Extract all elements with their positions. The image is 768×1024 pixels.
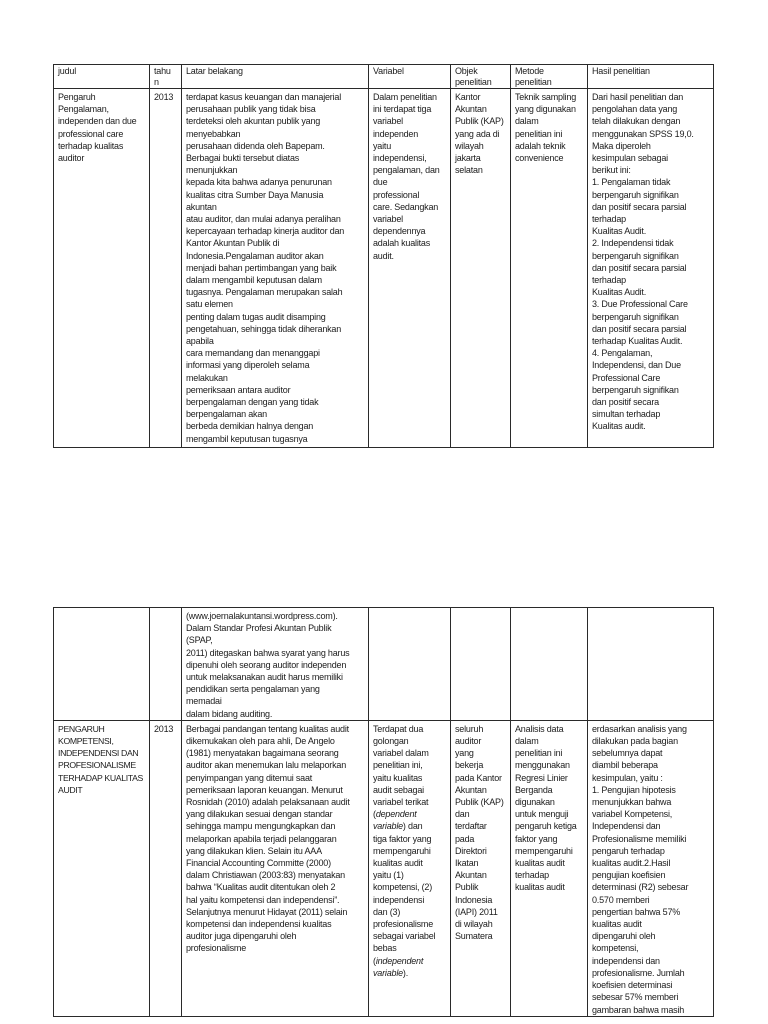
cell-judul: Pengaruh Pengalaman, independen dan due professional care terhadap kualitas auditor bbox=[54, 89, 150, 448]
cell-tahun-empty bbox=[150, 608, 182, 721]
cell-metode-penelitian: Teknik sampling yang digunakan dalam penelitian ini adalah teknik convenience bbox=[511, 89, 588, 448]
cell-judul-empty bbox=[54, 608, 150, 721]
cell-latar-belakang: (www.joernalakuntansi.wordpress.com). Dalam Standar Profesi Akuntan Publik (SPAP, 2011) ditegaskan bahwa syarat yang harus dipenuhi oleh seorang auditor independen untuk melaksanakan audit harus memiliki pendidikan serta pengalaman yang memadai dalam bidang auditing. bbox=[182, 608, 369, 721]
table-row bbox=[54, 89, 714, 448]
header-hasil-penelitian: Hasil penelitian bbox=[588, 65, 714, 89]
cell-variabel: Dalam penelitian ini terdapat tiga variabel independen yaitu independensi, pengalaman, dan due professional care. Sedangkan variabel dependennya adalah kualitas audit. bbox=[369, 89, 451, 448]
research-table-2 bbox=[53, 607, 714, 1017]
research-table-1 bbox=[53, 64, 714, 448]
cell-metode-penelitian: Analisis data dalam penelitian ini menggunakan Regresi Linier Berganda digunakan untuk menguji pengaruh ketiga faktor yang mempengaruhi kualitas audit terhadap kualitas audit bbox=[511, 720, 588, 1016]
cell-hasil-penelitian: erdasarkan analisis yang dilakukan pada bagian sebelumnya dapat diambil beberapa kesimpulan, yaitu : 1. Pengujian hipotesis menunjukkan bahwa variabel Kompetensi, Independensi dan Profesionalisme memiliki pengaruh terhadap kualitas audit.2.Hasil pengujian koefisien determinasi (R2) sebesar 0.570 memberi pengertian bahwa 57% kualitas audit dipengaruhi oleh kompetensi, independensi dan profesionalisme. Jumlah koefisien determinasi sebesar 57% memberi gambaran bahwa masih bbox=[588, 720, 714, 1016]
cell-tahun: 2013 bbox=[150, 720, 182, 1016]
cell-hasil-penelitian: Dari hasil penelitian dan pengolahan data yang telah dilakukan dengan menggunakan SPSS 19,0. Maka diperoleh kesimpulan sebagai berikut ini: 1. Pengalaman tidak berpengaruh signifikan dan positif secara parsial terhadap Kualitas Audit. 2. Independensi tidak berpengaruh signifikan dan positif secara parsial terhadap Kualitas Audit. 3. Due Professional Care berpengaruh signifikan dan positif secara parsial terhadap Kualitas Audit. 4. Pengalaman, Independensi, dan Due Professional Care berpengaruh signifikan dan positif secara simultan terhadap Kualitas audit. bbox=[588, 89, 714, 448]
cell-objek-penelitian: seluruh auditor yang bekerja pada Kantor Akuntan Publik (KAP) dan terdaftar pada Direktori Ikatan Akuntan Publik Indonesia (IAPI) 2011 di wilayah Sumatera bbox=[451, 720, 511, 1016]
cell-hasil-penelitian-empty bbox=[588, 608, 714, 721]
table-header-row bbox=[54, 65, 714, 89]
variabel-italic-term: dependent variable bbox=[373, 809, 417, 832]
cell-variabel bbox=[369, 720, 451, 1016]
variabel-text: ). bbox=[402, 967, 409, 978]
cell-objek-penelitian-empty bbox=[451, 608, 511, 721]
header-variabel: Variabel bbox=[369, 65, 451, 89]
cell-latar-belakang: Berbagai pandangan tentang kualitas audit dikemukakan oleh para ahli, De Angelo (1981) menyatakan bagaimana seorang auditor akan menemukan lalu melaporkan penyimpangan yang ditemui saat pemeriksaan laporan keuangan. Menurut Rosnidah (2010) adalah pelaksanaan audit yang dilakukan sesuai dengan standar sehingga mampu mengungkapkan dan melaporkan apabila terjadi pelanggaran yang dilakukan klien. Selain itu AAA Financial Accounting Committe (2000) dalam Christiawan (2003:83) menyatakan bahwa “Kualitas audit ditentukan oleh 2 hal yaitu kompetensi dan independensi”. Selanjutnya menurut Hidayat (2011) selain kompetensi dan independensi kualitas auditor juga dipengaruhi oleh profesionalisme bbox=[182, 720, 369, 1016]
header-objek-penelitian: Objek penelitian bbox=[451, 65, 511, 89]
header-metode-penelitian: Metode penelitian bbox=[511, 65, 588, 89]
variabel-text: Terdapat dua golongan variabel dalam penelitian ini, yaitu kualitas audit sebagai variabel terikat ( bbox=[373, 723, 429, 820]
header-latar-belakang: Latar belakang bbox=[182, 65, 369, 89]
variabel-text: ) dan tiga faktor yang mempengaruhi kualitas audit yaitu (1) kompetensi, (2) independensi dan (3) profesionalisme sebagai variabel bebas ( bbox=[373, 821, 436, 966]
table-row bbox=[54, 720, 714, 1016]
header-tahun: tahu n bbox=[150, 65, 182, 89]
cell-variabel-empty bbox=[369, 608, 451, 721]
header-judul: judul bbox=[54, 65, 150, 89]
cell-objek-penelitian: Kantor Akuntan Publik (KAP) yang ada di wilayah jakarta selatan bbox=[451, 89, 511, 448]
table-row-continuation bbox=[54, 608, 714, 721]
variabel-italic-term: independent variable bbox=[373, 955, 424, 978]
cell-tahun: 2013 bbox=[150, 89, 182, 448]
cell-metode-penelitian-empty bbox=[511, 608, 588, 721]
cell-judul: PENGARUH KOMPETENSI, INDEPENDENSI DAN PROFESIONALISME TERHADAP KUALITAS AUDIT bbox=[54, 720, 150, 1016]
cell-latar-belakang: terdapat kasus keuangan dan manajerial perusahaan publik yang tidak bisa terdeteksi oleh akuntan publik yang menyebabkan perusahaan didenda oleh Bapepam. Berbagai bukti tersebut diatas menunjukkan kepada kita bahwa adanya penurunan kualitas citra Sumber Daya Manusia akuntan atau auditor, dan mulai adanya peralihan kepercayaan terhadap kinerja auditor dan Kantor Akuntan Publik di Indonesia.Pengalaman auditor akan menjadi bahan pertimbangan yang baik dalam mengambil keputusan dalam tugasnya. Pengalaman merupakan salah satu elemen penting dalam tugas audit disamping pengetahuan, sehingga tidak diherankan apabila cara memandang dan menanggapi informasi yang diperoleh selama melakukan pemeriksaan antara auditor berpengalaman dengan yang tidak berpengalaman akan berbeda demikian halnya dengan mengambil keputusan tugasnya bbox=[182, 89, 369, 448]
